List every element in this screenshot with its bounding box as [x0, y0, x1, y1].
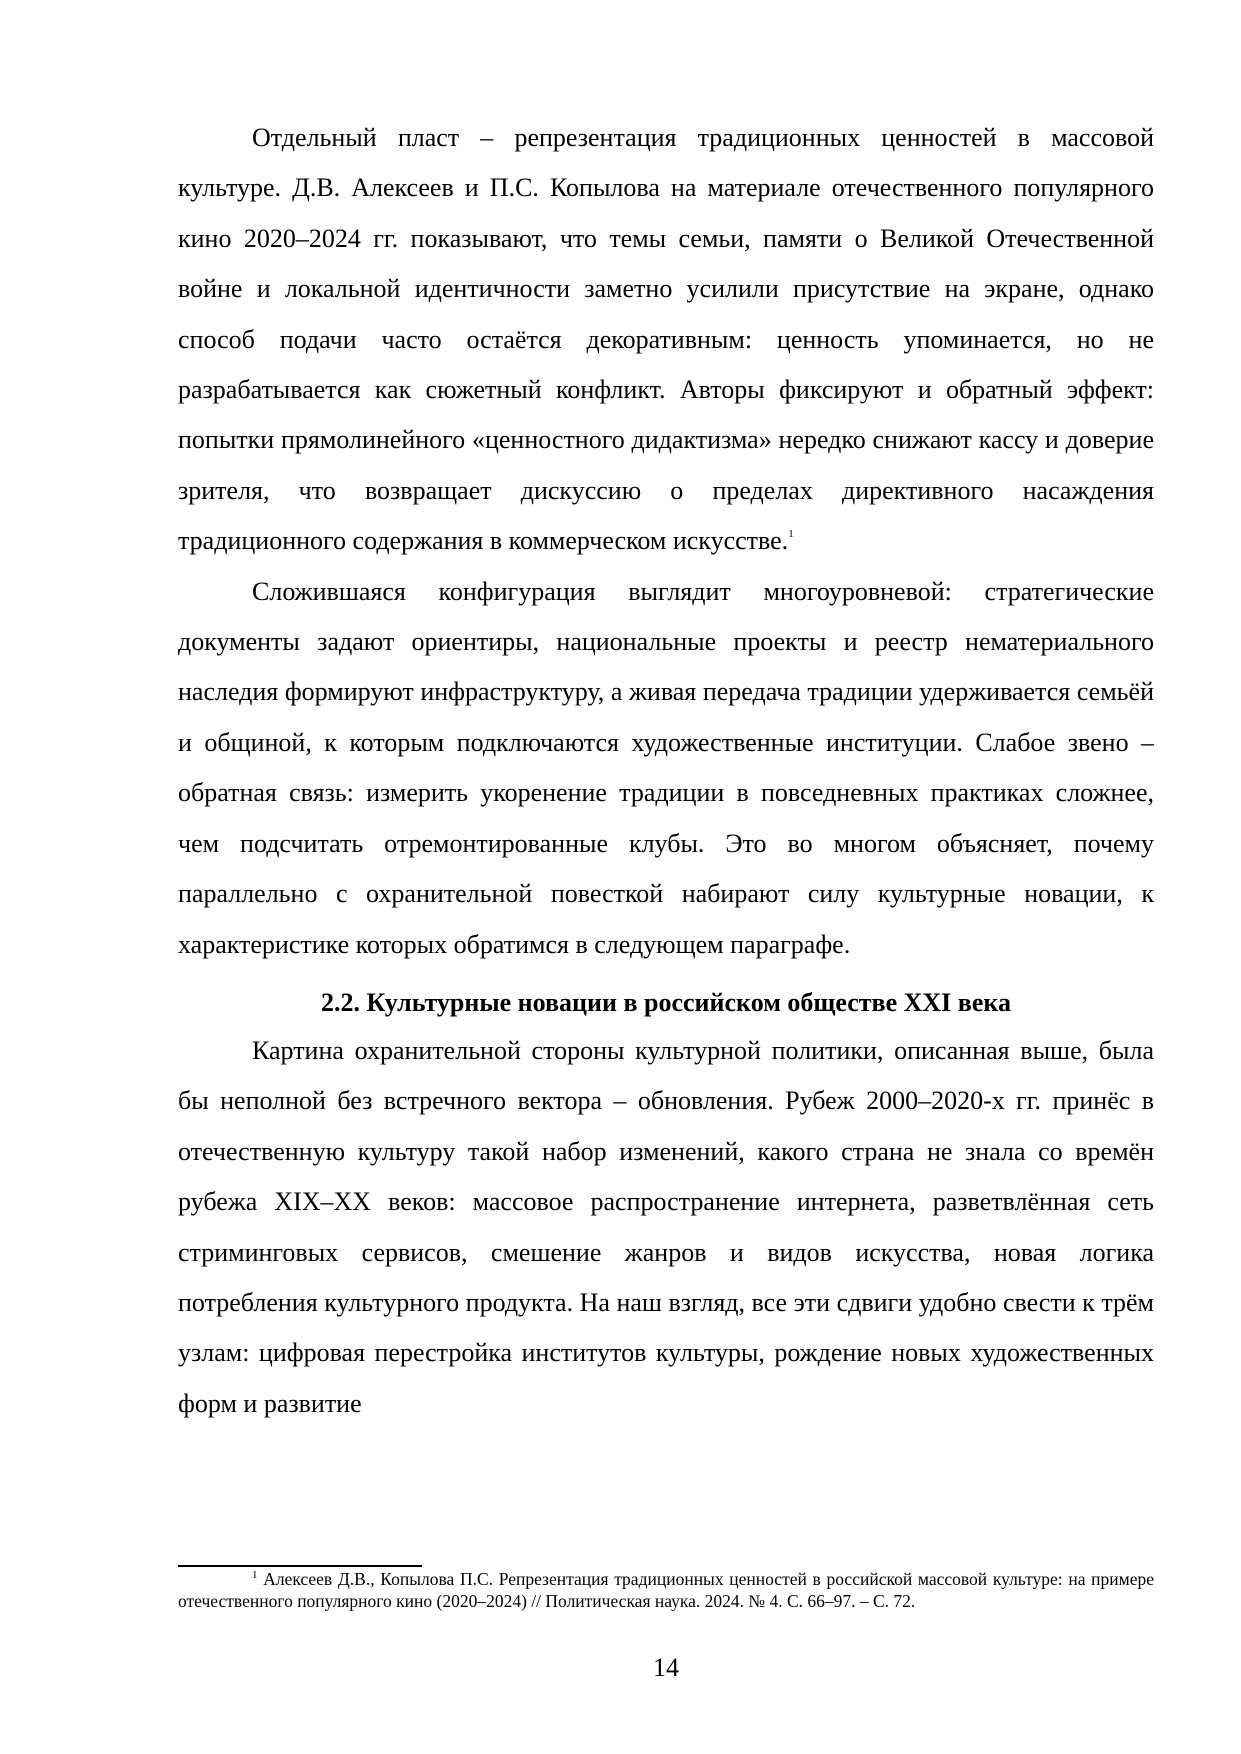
paragraph-innovations-intro: Картина охранительной стороны культурной политики, описанная выше, была бы неполной без встречного вектора – обновления. Рубеж 2000–2020-х гг. принёс в отечественную культуру такой набор изменений, какого страна не знала со времён рубежа XIX–XX веков: массовое распространение интернета, разветвлённая сеть стриминговых сервисов, смешение жанров и видов искусства, новая логика потребления культурного продукта. На наш взгляд, все эти сдвиги удобно свести к трём узлам: цифровая перестройка институтов культуры, рождение новых художественных форм и развитие: [178, 1035, 1154, 1418]
paragraph-text: Отдельный пласт – репрезентация традиционных ценностей в массовой культуре. Д.В. Алексеев и П.С. Копылова на материале отечественного популярного кино 2020–2024 гг. показывают, что темы семьи, памяти о Великой Отечественной войне и локальной идентичности заметно усилили присутствие на экране, однако способ подачи часто остаётся декоративным: ценность упоминается, но не разрабатывается как сюжетный конфликт. Авторы фиксируют и обратный эффект: попытки прямолинейного «ценностного дидактизма» нередко снижают кассу и доверие зрителя, что возвращает дискуссию о пределах директивного насаждения традиционного содержания в коммерческом искусстве.: [178, 123, 1154, 556]
footnote-number: 1: [252, 1569, 258, 1581]
page-body: [178, 113, 1154, 1429]
paragraph-traditional-values: [178, 113, 1154, 567]
section-heading: 2.2. Культурные новации в российском обществе XXI века: [321, 987, 1011, 1017]
footnote-text: Алексеев Д.В., Копылова П.С. Репрезентация традиционных ценностей в российской массовой культуре: на примере отечественного популярного кино (2020–2024) // Политическая наука. 2024. № 4. С. 66–97. – С. 72.: [178, 1569, 1155, 1611]
footnote-reference[interactable]: 1: [788, 528, 794, 541]
footnote-separator: [178, 1565, 422, 1567]
footnote: [178, 1569, 1154, 1612]
page-number: 14: [653, 1653, 679, 1682]
paragraph-configuration: Сложившаяся конфигурация выглядит многоуровневой: стратегические документы задают ориентиры, национальные проекты и реестр нематериального наследия формируют инфраструктуру, а живая передача традиции удерживается семьёй и общиной, к которым подключаются художественные институции. Слабое звено – обратная связь: измерить укоренение традиции в повседневных практиках сложнее, чем подсчитать отремонтированные клубы. Это во многом объясняет, почему параллельно с охранительной повесткой набирают силу культурные новации, к характеристике которых обратимся в следующем параграфе.: [178, 576, 1154, 959]
